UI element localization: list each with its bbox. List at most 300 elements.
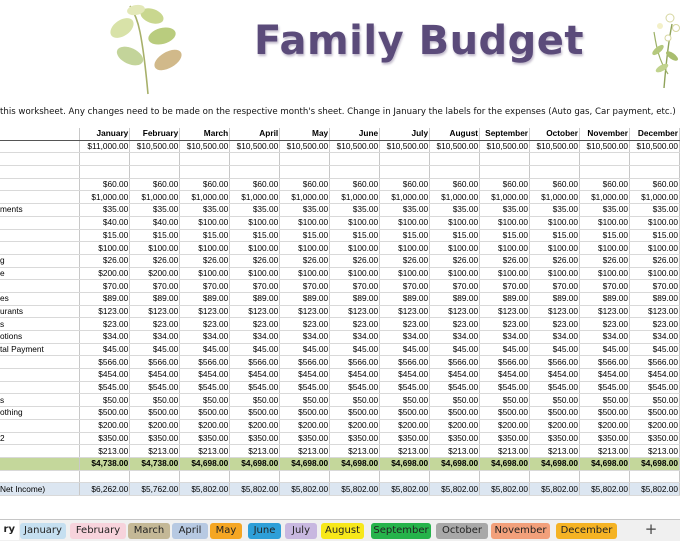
expense-cell[interactable]: $26.00 [530, 254, 580, 267]
net-income-label[interactable]: Net Income) [0, 483, 80, 496]
expense-cell[interactable]: $1,000.00 [180, 191, 230, 204]
total-cell[interactable]: $4,698.00 [530, 457, 580, 470]
expense-cell[interactable]: $89.00 [629, 292, 679, 305]
expense-label[interactable]: tal Payment [0, 343, 80, 356]
expense-cell[interactable]: $545.00 [580, 381, 630, 394]
expense-cell[interactable]: $123.00 [629, 305, 679, 318]
empty-cell[interactable] [629, 153, 679, 166]
expense-cell[interactable]: $213.00 [480, 445, 530, 458]
expense-cell[interactable]: $454.00 [180, 369, 230, 382]
total-cell[interactable]: $4,698.00 [430, 457, 480, 470]
expense-cell[interactable]: $70.00 [530, 280, 580, 293]
expense-cell[interactable]: $34.00 [280, 331, 330, 344]
sheet-tab-february[interactable]: February [70, 523, 126, 539]
expense-cell[interactable]: $500.00 [330, 407, 380, 420]
net-income-cell[interactable]: $6,262.00 [80, 483, 130, 496]
expense-cell[interactable]: $123.00 [80, 305, 130, 318]
expense-cell[interactable]: $123.00 [130, 305, 180, 318]
empty-cell[interactable] [629, 470, 679, 483]
expense-cell[interactable]: $100.00 [530, 216, 580, 229]
expense-cell[interactable]: $60.00 [530, 178, 580, 191]
expense-cell[interactable]: $123.00 [530, 305, 580, 318]
expense-cell[interactable]: $100.00 [380, 267, 430, 280]
empty-cell[interactable] [130, 166, 180, 179]
expense-cell[interactable]: $200.00 [530, 419, 580, 432]
expense-cell[interactable]: $350.00 [480, 432, 530, 445]
sheet-tab-summary[interactable]: ry [0, 520, 19, 540]
empty-cell[interactable] [80, 470, 130, 483]
expense-cell[interactable]: $545.00 [180, 381, 230, 394]
income-cell[interactable]: $10,500.00 [580, 140, 630, 153]
expense-cell[interactable]: $200.00 [580, 419, 630, 432]
sheet-tab-july[interactable]: July [285, 523, 317, 539]
net-income-cell[interactable]: $5,762.00 [130, 483, 180, 496]
expense-cell[interactable]: $89.00 [430, 292, 480, 305]
expense-cell[interactable]: $26.00 [280, 254, 330, 267]
expense-cell[interactable]: $100.00 [530, 242, 580, 255]
expense-cell[interactable]: $350.00 [230, 432, 280, 445]
empty-cell[interactable] [629, 166, 679, 179]
sheet-tab-april[interactable]: April [172, 523, 208, 539]
expense-cell[interactable]: $123.00 [580, 305, 630, 318]
net-income-cell[interactable]: $5,802.00 [180, 483, 230, 496]
expense-cell[interactable]: $60.00 [480, 178, 530, 191]
expense-label[interactable]: s [0, 394, 80, 407]
expense-cell[interactable]: $34.00 [80, 331, 130, 344]
empty-cell[interactable] [480, 166, 530, 179]
total-cell[interactable]: $4,698.00 [230, 457, 280, 470]
expense-cell[interactable]: $123.00 [280, 305, 330, 318]
expense-cell[interactable]: $23.00 [80, 318, 130, 331]
net-income-cell[interactable]: $5,802.00 [480, 483, 530, 496]
expense-cell[interactable]: $34.00 [230, 331, 280, 344]
expense-cell[interactable]: $350.00 [380, 432, 430, 445]
expense-cell[interactable]: $35.00 [330, 204, 380, 217]
expense-cell[interactable]: $100.00 [430, 267, 480, 280]
empty-cell[interactable] [0, 470, 80, 483]
expense-cell[interactable]: $100.00 [629, 216, 679, 229]
empty-cell[interactable] [230, 470, 280, 483]
expense-cell[interactable]: $34.00 [480, 331, 530, 344]
expense-cell[interactable]: $350.00 [280, 432, 330, 445]
expense-cell[interactable]: $26.00 [580, 254, 630, 267]
expense-cell[interactable]: $35.00 [430, 204, 480, 217]
expense-cell[interactable]: $89.00 [230, 292, 280, 305]
expense-cell[interactable]: $100.00 [230, 267, 280, 280]
empty-cell[interactable] [130, 470, 180, 483]
expense-cell[interactable]: $566.00 [629, 356, 679, 369]
empty-cell[interactable] [480, 470, 530, 483]
expense-cell[interactable]: $15.00 [180, 229, 230, 242]
month-header-march[interactable]: March [180, 128, 230, 140]
income-cell[interactable]: $10,500.00 [230, 140, 280, 153]
expense-cell[interactable]: $100.00 [430, 242, 480, 255]
expense-cell[interactable]: $50.00 [80, 394, 130, 407]
expense-cell[interactable]: $60.00 [80, 178, 130, 191]
empty-cell[interactable] [230, 166, 280, 179]
expense-label[interactable]: g [0, 254, 80, 267]
expense-label[interactable] [0, 356, 80, 369]
expense-cell[interactable]: $500.00 [380, 407, 430, 420]
expense-cell[interactable]: $100.00 [580, 242, 630, 255]
expense-cell[interactable]: $100.00 [280, 267, 330, 280]
expense-cell[interactable]: $23.00 [330, 318, 380, 331]
expense-cell[interactable]: $545.00 [430, 381, 480, 394]
expense-cell[interactable]: $350.00 [80, 432, 130, 445]
expense-cell[interactable]: $34.00 [430, 331, 480, 344]
expense-cell[interactable]: $26.00 [130, 254, 180, 267]
expense-cell[interactable]: $1,000.00 [380, 191, 430, 204]
empty-cell[interactable] [430, 153, 480, 166]
expense-cell[interactable]: $454.00 [530, 369, 580, 382]
expense-cell[interactable]: $100.00 [480, 267, 530, 280]
expense-cell[interactable]: $34.00 [330, 331, 380, 344]
expense-cell[interactable]: $100.00 [430, 216, 480, 229]
total-cell[interactable]: $4,698.00 [580, 457, 630, 470]
expense-cell[interactable]: $545.00 [280, 381, 330, 394]
expense-cell[interactable]: $1,000.00 [430, 191, 480, 204]
sheet-tab-january[interactable]: January [20, 523, 66, 539]
empty-cell[interactable] [530, 166, 580, 179]
expense-cell[interactable]: $89.00 [130, 292, 180, 305]
expense-label[interactable] [0, 216, 80, 229]
income-cell[interactable]: $11,000.00 [80, 140, 130, 153]
expense-cell[interactable]: $35.00 [80, 204, 130, 217]
expense-cell[interactable]: $566.00 [330, 356, 380, 369]
empty-cell[interactable] [0, 166, 80, 179]
empty-cell[interactable] [180, 166, 230, 179]
expense-cell[interactable]: $45.00 [130, 343, 180, 356]
expense-cell[interactable]: $70.00 [380, 280, 430, 293]
expense-cell[interactable]: $213.00 [130, 445, 180, 458]
expense-cell[interactable]: $23.00 [430, 318, 480, 331]
empty-cell[interactable] [580, 166, 630, 179]
expense-cell[interactable]: $100.00 [480, 242, 530, 255]
expense-cell[interactable]: $100.00 [230, 242, 280, 255]
expense-cell[interactable]: $89.00 [480, 292, 530, 305]
net-income-cell[interactable]: $5,802.00 [380, 483, 430, 496]
expense-cell[interactable]: $213.00 [80, 445, 130, 458]
expense-cell[interactable]: $100.00 [330, 242, 380, 255]
expense-cell[interactable]: $500.00 [629, 407, 679, 420]
expense-cell[interactable]: $100.00 [380, 242, 430, 255]
expense-cell[interactable]: $100.00 [330, 216, 380, 229]
net-income-cell[interactable]: $5,802.00 [330, 483, 380, 496]
empty-cell[interactable] [380, 470, 430, 483]
expense-label[interactable] [0, 445, 80, 458]
expense-label[interactable]: es [0, 292, 80, 305]
expense-cell[interactable]: $213.00 [280, 445, 330, 458]
expense-cell[interactable]: $60.00 [180, 178, 230, 191]
expense-cell[interactable]: $454.00 [629, 369, 679, 382]
expense-cell[interactable]: $350.00 [330, 432, 380, 445]
expense-cell[interactable]: $40.00 [80, 216, 130, 229]
expense-cell[interactable]: $500.00 [530, 407, 580, 420]
expense-cell[interactable]: $35.00 [130, 204, 180, 217]
month-header-april[interactable]: April [230, 128, 280, 140]
expense-cell[interactable]: $26.00 [430, 254, 480, 267]
expense-cell[interactable]: $15.00 [130, 229, 180, 242]
expense-cell[interactable]: $500.00 [80, 407, 130, 420]
expense-cell[interactable]: $500.00 [580, 407, 630, 420]
expense-cell[interactable]: $100.00 [280, 216, 330, 229]
income-cell[interactable]: $10,500.00 [530, 140, 580, 153]
expense-cell[interactable]: $35.00 [380, 204, 430, 217]
add-sheet-button[interactable]: + [644, 520, 658, 538]
expense-cell[interactable]: $70.00 [629, 280, 679, 293]
expense-cell[interactable]: $350.00 [580, 432, 630, 445]
expense-cell[interactable]: $70.00 [430, 280, 480, 293]
total-cell[interactable]: $4,738.00 [130, 457, 180, 470]
expense-cell[interactable]: $566.00 [530, 356, 580, 369]
expense-cell[interactable]: $15.00 [280, 229, 330, 242]
expense-cell[interactable]: $23.00 [530, 318, 580, 331]
net-income-cell[interactable]: $5,802.00 [580, 483, 630, 496]
empty-cell[interactable] [380, 166, 430, 179]
expense-cell[interactable]: $566.00 [280, 356, 330, 369]
empty-cell[interactable] [80, 166, 130, 179]
expense-cell[interactable]: $100.00 [530, 267, 580, 280]
expense-cell[interactable]: $100.00 [380, 216, 430, 229]
month-header-may[interactable]: May [280, 128, 330, 140]
expense-cell[interactable]: $70.00 [180, 280, 230, 293]
income-cell[interactable]: $10,500.00 [280, 140, 330, 153]
income-cell[interactable]: $10,500.00 [180, 140, 230, 153]
income-cell[interactable]: $10,500.00 [480, 140, 530, 153]
expense-cell[interactable]: $1,000.00 [530, 191, 580, 204]
expense-label[interactable]: urants [0, 305, 80, 318]
expense-cell[interactable]: $15.00 [480, 229, 530, 242]
expense-cell[interactable]: $350.00 [530, 432, 580, 445]
expense-cell[interactable]: $454.00 [380, 369, 430, 382]
empty-cell[interactable] [330, 166, 380, 179]
expense-cell[interactable]: $60.00 [580, 178, 630, 191]
month-header-december[interactable]: December [629, 128, 679, 140]
expense-cell[interactable]: $454.00 [330, 369, 380, 382]
net-income-cell[interactable]: $5,802.00 [629, 483, 679, 496]
sheet-tab-october[interactable]: October [436, 523, 488, 539]
expense-cell[interactable]: $545.00 [629, 381, 679, 394]
expense-cell[interactable]: $454.00 [230, 369, 280, 382]
sheet-tab-november[interactable]: November [491, 523, 550, 539]
expense-cell[interactable]: $566.00 [580, 356, 630, 369]
expense-cell[interactable]: $200.00 [230, 419, 280, 432]
expense-cell[interactable]: $89.00 [180, 292, 230, 305]
expense-cell[interactable]: $60.00 [430, 178, 480, 191]
expense-cell[interactable]: $100.00 [580, 216, 630, 229]
expense-cell[interactable]: $200.00 [330, 419, 380, 432]
expense-cell[interactable]: $23.00 [230, 318, 280, 331]
expense-cell[interactable]: $123.00 [180, 305, 230, 318]
expense-cell[interactable]: $123.00 [330, 305, 380, 318]
expense-label[interactable] [0, 419, 80, 432]
expense-cell[interactable]: $26.00 [80, 254, 130, 267]
expense-cell[interactable]: $50.00 [480, 394, 530, 407]
income-cell[interactable]: $10,500.00 [380, 140, 430, 153]
total-cell[interactable]: $4,698.00 [280, 457, 330, 470]
income-cell[interactable]: $10,500.00 [629, 140, 679, 153]
expense-cell[interactable]: $100.00 [480, 216, 530, 229]
expense-cell[interactable]: $566.00 [480, 356, 530, 369]
expense-cell[interactable]: $213.00 [330, 445, 380, 458]
expense-cell[interactable]: $1,000.00 [330, 191, 380, 204]
expense-cell[interactable]: $23.00 [130, 318, 180, 331]
expense-label[interactable]: e [0, 267, 80, 280]
empty-cell[interactable] [230, 153, 280, 166]
expense-label[interactable]: 2 [0, 432, 80, 445]
expense-cell[interactable]: $45.00 [330, 343, 380, 356]
expense-cell[interactable]: $1,000.00 [130, 191, 180, 204]
expense-cell[interactable]: $213.00 [180, 445, 230, 458]
expense-cell[interactable]: $45.00 [430, 343, 480, 356]
expense-cell[interactable]: $500.00 [430, 407, 480, 420]
expense-cell[interactable]: $45.00 [280, 343, 330, 356]
expense-cell[interactable]: $1,000.00 [580, 191, 630, 204]
expense-cell[interactable]: $50.00 [280, 394, 330, 407]
empty-cell[interactable] [130, 153, 180, 166]
expense-cell[interactable]: $200.00 [130, 267, 180, 280]
expense-cell[interactable]: $34.00 [530, 331, 580, 344]
expense-cell[interactable]: $200.00 [280, 419, 330, 432]
empty-cell[interactable] [80, 153, 130, 166]
expense-cell[interactable]: $566.00 [130, 356, 180, 369]
expense-cell[interactable]: $100.00 [580, 267, 630, 280]
expense-cell[interactable]: $50.00 [130, 394, 180, 407]
empty-cell[interactable] [280, 153, 330, 166]
expense-cell[interactable]: $70.00 [80, 280, 130, 293]
expense-label[interactable] [0, 280, 80, 293]
expense-cell[interactable]: $100.00 [80, 242, 130, 255]
expense-cell[interactable]: $34.00 [580, 331, 630, 344]
net-income-cell[interactable]: $5,802.00 [280, 483, 330, 496]
expense-cell[interactable]: $26.00 [180, 254, 230, 267]
expense-cell[interactable]: $100.00 [130, 242, 180, 255]
expense-cell[interactable]: $45.00 [480, 343, 530, 356]
expense-cell[interactable]: $50.00 [180, 394, 230, 407]
month-header-september[interactable]: September [480, 128, 530, 140]
month-header-june[interactable]: June [330, 128, 380, 140]
expense-cell[interactable]: $100.00 [180, 242, 230, 255]
expense-cell[interactable]: $350.00 [130, 432, 180, 445]
expense-cell[interactable]: $70.00 [330, 280, 380, 293]
income-cell[interactable]: $10,500.00 [430, 140, 480, 153]
sheet-tab-may[interactable]: May [210, 523, 242, 539]
expense-cell[interactable]: $454.00 [430, 369, 480, 382]
expense-cell[interactable]: $213.00 [230, 445, 280, 458]
expense-cell[interactable]: $45.00 [629, 343, 679, 356]
expense-label[interactable] [0, 178, 80, 191]
month-header-february[interactable]: February [130, 128, 180, 140]
expense-cell[interactable]: $50.00 [430, 394, 480, 407]
expense-cell[interactable]: $566.00 [430, 356, 480, 369]
expense-cell[interactable]: $213.00 [430, 445, 480, 458]
expense-cell[interactable]: $70.00 [130, 280, 180, 293]
expense-cell[interactable]: $45.00 [530, 343, 580, 356]
expense-cell[interactable]: $200.00 [629, 419, 679, 432]
expense-cell[interactable]: $1,000.00 [80, 191, 130, 204]
expense-cell[interactable]: $60.00 [330, 178, 380, 191]
expense-cell[interactable]: $15.00 [230, 229, 280, 242]
empty-cell[interactable] [180, 153, 230, 166]
expense-cell[interactable]: $500.00 [130, 407, 180, 420]
expense-cell[interactable]: $35.00 [580, 204, 630, 217]
expense-cell[interactable]: $45.00 [80, 343, 130, 356]
expense-cell[interactable]: $350.00 [430, 432, 480, 445]
expense-cell[interactable]: $200.00 [80, 419, 130, 432]
expense-cell[interactable]: $89.00 [80, 292, 130, 305]
expense-cell[interactable]: $35.00 [230, 204, 280, 217]
expense-cell[interactable]: $1,000.00 [230, 191, 280, 204]
expense-cell[interactable]: $15.00 [530, 229, 580, 242]
expense-label[interactable]: s [0, 318, 80, 331]
row-label[interactable] [0, 140, 80, 153]
expense-cell[interactable]: $100.00 [629, 267, 679, 280]
expense-cell[interactable]: $15.00 [430, 229, 480, 242]
expense-label[interactable]: otions [0, 331, 80, 344]
total-cell[interactable]: $4,738.00 [80, 457, 130, 470]
empty-cell[interactable] [430, 166, 480, 179]
expense-cell[interactable]: $200.00 [380, 419, 430, 432]
expense-label[interactable]: ments [0, 204, 80, 217]
expense-cell[interactable]: $70.00 [580, 280, 630, 293]
expense-cell[interactable]: $70.00 [280, 280, 330, 293]
total-cell[interactable]: $4,698.00 [480, 457, 530, 470]
expense-cell[interactable]: $500.00 [480, 407, 530, 420]
expense-cell[interactable]: $60.00 [230, 178, 280, 191]
empty-cell[interactable] [280, 166, 330, 179]
expense-cell[interactable]: $350.00 [180, 432, 230, 445]
empty-cell[interactable] [480, 153, 530, 166]
sheet-tab-september[interactable]: September [371, 523, 431, 539]
expense-cell[interactable]: $454.00 [130, 369, 180, 382]
empty-cell[interactable] [0, 153, 80, 166]
expense-cell[interactable]: $15.00 [380, 229, 430, 242]
expense-cell[interactable]: $34.00 [380, 331, 430, 344]
expense-cell[interactable]: $1,000.00 [629, 191, 679, 204]
expense-cell[interactable]: $45.00 [180, 343, 230, 356]
expense-cell[interactable]: $60.00 [380, 178, 430, 191]
month-header-november[interactable]: November [580, 128, 630, 140]
expense-cell[interactable]: $123.00 [430, 305, 480, 318]
expense-cell[interactable]: $23.00 [180, 318, 230, 331]
expense-cell[interactable]: $26.00 [330, 254, 380, 267]
expense-label[interactable] [0, 229, 80, 242]
sheet-tab-august[interactable]: August [321, 523, 364, 539]
total-cell[interactable]: $4,698.00 [380, 457, 430, 470]
expense-cell[interactable]: $100.00 [629, 242, 679, 255]
expense-cell[interactable]: $1,000.00 [480, 191, 530, 204]
expense-cell[interactable]: $566.00 [380, 356, 430, 369]
income-cell[interactable]: $10,500.00 [130, 140, 180, 153]
empty-cell[interactable] [580, 470, 630, 483]
expense-cell[interactable]: $350.00 [629, 432, 679, 445]
expense-cell[interactable]: $213.00 [580, 445, 630, 458]
net-income-cell[interactable]: $5,802.00 [230, 483, 280, 496]
expense-cell[interactable]: $60.00 [629, 178, 679, 191]
expense-cell[interactable]: $545.00 [380, 381, 430, 394]
expense-cell[interactable]: $566.00 [180, 356, 230, 369]
expense-cell[interactable]: $545.00 [480, 381, 530, 394]
expense-cell[interactable]: $35.00 [480, 204, 530, 217]
expense-cell[interactable]: $45.00 [580, 343, 630, 356]
empty-cell[interactable] [580, 153, 630, 166]
sheet-tab-june[interactable]: June [248, 523, 281, 539]
expense-cell[interactable]: $100.00 [180, 267, 230, 280]
expense-cell[interactable]: $454.00 [280, 369, 330, 382]
expense-cell[interactable]: $40.00 [130, 216, 180, 229]
expense-cell[interactable]: $15.00 [629, 229, 679, 242]
expense-cell[interactable]: $500.00 [280, 407, 330, 420]
